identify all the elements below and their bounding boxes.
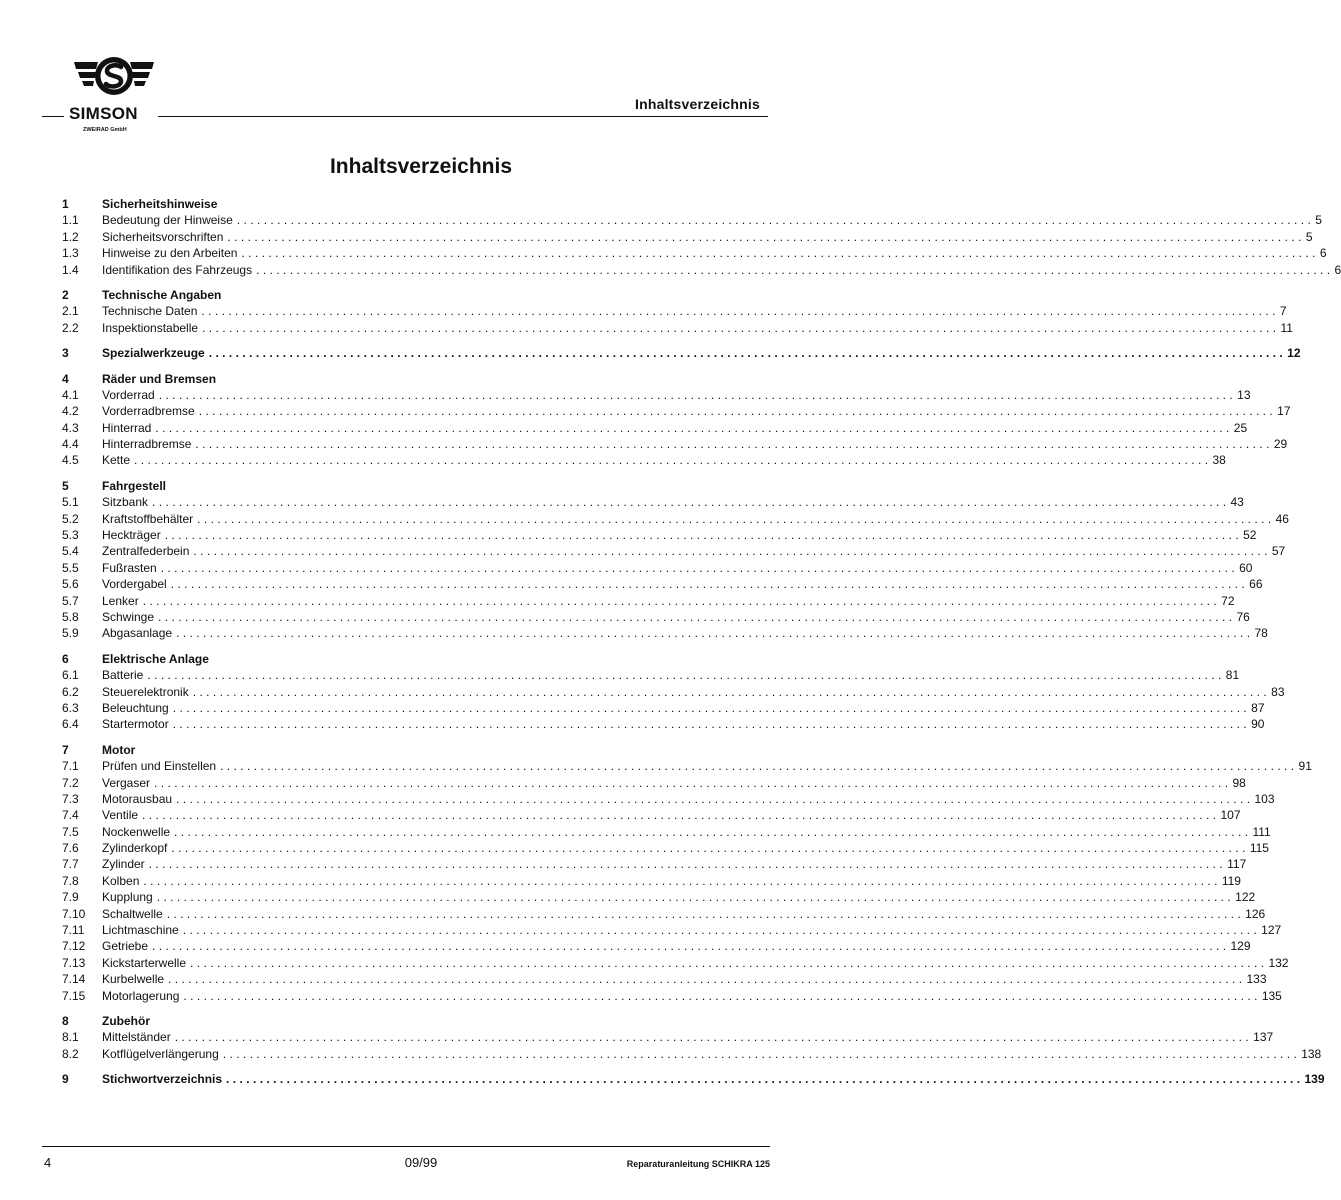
header-rule-left	[42, 116, 64, 117]
toc-entry	[62, 775, 1246, 791]
toc-leader-dots: ................................................................................................................................................................	[170, 577, 1249, 592]
toc-entry	[62, 387, 1251, 403]
toc-leader-dots: ................................................................................................................................................................	[226, 1072, 1304, 1087]
table-of-contents	[62, 196, 1341, 1097]
toc-page-number: 139	[1304, 1072, 1325, 1087]
toc-number: 4.5	[62, 453, 79, 468]
toc-leader-dots: ................................................................................................................................................................	[160, 560, 1239, 575]
toc-leader-dots: ................................................................................................................................................................	[201, 304, 1279, 319]
toc-section	[62, 371, 1291, 469]
toc-title: Hinterradbremse	[102, 437, 192, 452]
toc-title: Stichwortverzeichnis	[102, 1072, 223, 1087]
brand-name: SIMSON	[69, 104, 138, 123]
toc-chapter	[62, 287, 740, 303]
toc-entry	[62, 576, 1263, 592]
toc-number: 6.1	[62, 668, 79, 683]
toc-page-number: 43	[1230, 495, 1244, 510]
toc-title: Sicherheitshinweise	[102, 197, 218, 211]
toc-leader-dots: ................................................................................................................................................................	[241, 246, 1319, 261]
toc-number: 1.1	[62, 213, 79, 228]
toc-section	[62, 1071, 1325, 1087]
toc-leader-dots: ................................................................................................................................................................	[256, 262, 1334, 277]
toc-leader-dots: ................................................................................................................................................................	[197, 511, 1275, 526]
toc-entry	[62, 229, 1313, 245]
toc-page-number: 52	[1243, 528, 1257, 543]
toc-leader-dots: ................................................................................................................................................................	[222, 1046, 1301, 1061]
toc-leader-dots: ................................................................................................................................................................	[174, 1030, 1253, 1045]
toc-title: Hinterrad	[102, 420, 152, 435]
toc-entry	[62, 1029, 1274, 1045]
toc-leader-dots: ................................................................................................................................................................	[202, 320, 1280, 335]
toc-entry	[62, 807, 1241, 823]
toc-entry	[62, 906, 1266, 922]
toc-number: 8	[62, 1013, 69, 1028]
toc-page-number: 126	[1245, 906, 1266, 921]
brand-subtitle: ZWEIRAD GmbH	[83, 127, 127, 133]
toc-number: 8.1	[62, 1030, 79, 1045]
toc-section	[62, 345, 1301, 361]
toc-leader-dots: ................................................................................................................................................................	[172, 700, 1251, 715]
toc-entry	[62, 245, 1327, 261]
toc-entry	[62, 889, 1256, 905]
toc-number: 5.2	[62, 511, 79, 526]
footer-date: 09/99	[404, 1155, 438, 1170]
toc-page-number: 17	[1277, 404, 1291, 419]
toc-entry	[62, 420, 1248, 436]
toc-title: Nockenwelle	[102, 824, 171, 839]
toc-entry	[62, 436, 1288, 452]
toc-title: Startermotor	[102, 717, 169, 732]
toc-section	[62, 651, 1285, 733]
header-rule-right	[158, 116, 768, 117]
toc-title: Bedeutung der Hinweise	[102, 213, 233, 228]
footer-document-title: Reparaturanleitung SCHIKRA 125	[626, 1159, 770, 1169]
toc-number: 8.2	[62, 1046, 79, 1061]
toc-title: Schaltwelle	[102, 906, 163, 921]
toc-entry	[62, 494, 1244, 510]
toc-number: 4.1	[62, 387, 79, 402]
toc-number: 5.9	[62, 626, 79, 641]
toc-number: 7.10	[62, 906, 86, 921]
toc-entry	[62, 684, 1285, 700]
toc-leader-dots: ................................................................................................................................................................	[158, 387, 1237, 402]
toc-title: Beleuchtung	[102, 700, 169, 715]
toc-page-number: 132	[1268, 955, 1289, 970]
toc-entry	[62, 303, 1287, 319]
toc-leader-dots: ................................................................................................................................................................	[236, 213, 1315, 228]
toc-number: 7.12	[62, 939, 86, 954]
toc-leader-dots: ................................................................................................................................................................	[152, 939, 1230, 954]
toc-number: 7.7	[62, 857, 79, 872]
toc-entry	[62, 922, 1282, 938]
toc-entry	[62, 791, 1275, 807]
toc-page-number: 12	[1287, 346, 1301, 361]
toc-leader-dots: ................................................................................................................................................................	[190, 955, 1268, 970]
toc-page-number: 115	[1249, 841, 1269, 856]
toc-section	[62, 742, 1312, 1004]
toc-number: 5.8	[62, 609, 79, 624]
toc-page-number: 138	[1301, 1046, 1322, 1061]
toc-number: 5.6	[62, 577, 79, 592]
toc-page-number: 72	[1221, 593, 1235, 608]
toc-number: 7.14	[62, 972, 86, 987]
toc-number: 7.3	[62, 791, 79, 806]
toc-chapter	[62, 345, 1301, 361]
toc-title: Abgasanlage	[102, 626, 173, 641]
toc-leader-dots: ................................................................................................................................................................	[171, 841, 1249, 856]
toc-title: Zylinderkopf	[102, 841, 168, 856]
toc-title: Getriebe	[102, 939, 149, 954]
simson-logo	[64, 56, 164, 140]
toc-page-number: 5	[1315, 213, 1322, 228]
toc-page-number: 117	[1227, 857, 1247, 872]
toc-chapter	[62, 196, 740, 212]
toc-title: Zentralfederbein	[102, 544, 190, 559]
toc-number: 9	[62, 1072, 69, 1087]
toc-page-number: 127	[1261, 923, 1282, 938]
toc-number: 3	[62, 346, 69, 361]
toc-leader-dots: ................................................................................................................................................................	[193, 544, 1271, 559]
toc-number: 7.4	[62, 808, 79, 823]
toc-entry	[62, 758, 1312, 774]
toc-page-number: 107	[1220, 808, 1241, 823]
toc-title: Vorderradbremse	[102, 404, 195, 419]
toc-leader-dots: ................................................................................................................................................................	[147, 668, 1225, 683]
toc-page-number: 83	[1271, 684, 1285, 699]
toc-page-number: 103	[1254, 791, 1275, 806]
toc-page-number: 81	[1225, 668, 1240, 683]
toc-entry	[62, 527, 1257, 543]
toc-chapter	[62, 1071, 1325, 1087]
toc-title: Elektrische Anlage	[102, 651, 209, 666]
toc-title: Kupplung	[102, 890, 153, 905]
toc-leader-dots: ................................................................................................................................................................	[227, 229, 1305, 244]
toc-entry	[62, 511, 1289, 527]
toc-title: Inspektionstabelle	[102, 320, 199, 335]
toc-title: Schwinge	[102, 609, 155, 624]
toc-page-number: 119	[1221, 873, 1241, 888]
toc-entry	[62, 840, 1269, 856]
toc-entry	[62, 716, 1265, 732]
toc-title: Fußrasten	[102, 560, 157, 575]
toc-entry	[62, 452, 1226, 468]
toc-page-number: 11	[1280, 320, 1293, 335]
toc-number: 7.11	[62, 923, 85, 938]
toc-number: 5.5	[62, 560, 79, 575]
toc-section	[62, 478, 1289, 642]
toc-leader-dots: ................................................................................................................................................................	[155, 420, 1233, 435]
toc-page-number: 6	[1334, 262, 1341, 277]
toc-entry	[62, 625, 1268, 641]
toc-title: Kickstarterwelle	[102, 955, 187, 970]
footer-page-number: 4	[44, 1155, 52, 1170]
toc-number: 5.4	[62, 544, 79, 559]
toc-title: Vordergabel	[102, 577, 167, 592]
toc-number: 2.2	[62, 320, 79, 335]
toc-page-number: 66	[1249, 577, 1263, 592]
toc-number: 7.1	[62, 759, 79, 774]
toc-leader-dots: ................................................................................................................................................................	[142, 808, 1220, 823]
toc-page-number: 29	[1273, 437, 1288, 452]
toc-title: Sitzbank	[102, 495, 149, 510]
toc-chapter	[62, 651, 740, 667]
toc-chapter	[62, 742, 740, 758]
toc-title: Identifikation des Fahrzeugs	[102, 262, 253, 277]
toc-leader-dots: ................................................................................................................................................................	[172, 717, 1251, 732]
toc-number: 7.8	[62, 873, 79, 888]
toc-title: Mittelständer	[102, 1030, 171, 1045]
toc-entry	[62, 609, 1250, 625]
toc-entry	[62, 873, 1241, 889]
toc-chapter	[62, 371, 740, 387]
toc-entry	[62, 988, 1282, 1004]
toc-title: Lenker	[102, 593, 139, 608]
toc-page-number: 135	[1261, 988, 1282, 1003]
page-title: Inhaltsverzeichnis	[329, 155, 513, 178]
toc-title: Kraftstoffbehälter	[102, 511, 194, 526]
toc-leader-dots: ................................................................................................................................................................	[142, 593, 1221, 608]
toc-title: Motorlagerung	[102, 988, 180, 1003]
toc-entry	[62, 320, 1293, 336]
toc-page-number: 133	[1246, 972, 1267, 987]
toc-section	[62, 196, 1341, 278]
toc-page-number: 122	[1235, 890, 1256, 905]
toc-title: Kolben	[102, 873, 140, 888]
toc-page-number: 129	[1230, 939, 1251, 954]
toc-entry	[62, 543, 1286, 559]
toc-leader-dots: ................................................................................................................................................................	[195, 437, 1273, 452]
toc-title: Vergaser	[102, 775, 151, 790]
toc-leader-dots: ................................................................................................................................................................	[158, 609, 1236, 624]
toc-title: Steuerelektronik	[102, 684, 189, 699]
toc-title: Motor	[102, 742, 136, 757]
toc-entry	[62, 700, 1265, 716]
toc-leader-dots: ................................................................................................................................................................	[192, 684, 1271, 699]
toc-title: Heckträger	[102, 528, 161, 543]
toc-leader-dots: ................................................................................................................................................................	[176, 791, 1254, 806]
toc-page-number: 57	[1271, 544, 1286, 559]
toc-title: Technische Daten	[102, 304, 198, 319]
toc-title: Kurbelwelle	[102, 972, 165, 987]
toc-page-number: 60	[1239, 560, 1253, 575]
toc-page-number: 137	[1253, 1030, 1274, 1045]
toc-page-number: 5	[1305, 229, 1313, 244]
toc-title: Kette	[102, 453, 131, 468]
toc-leader-dots: ................................................................................................................................................................	[143, 873, 1221, 888]
header-section-title: Inhaltsverzeichnis	[635, 96, 760, 112]
toc-number: 5.3	[62, 528, 79, 543]
toc-title: Zubehör	[102, 1013, 150, 1028]
toc-entry	[62, 262, 1341, 278]
toc-number: 1	[62, 197, 69, 211]
toc-entry	[62, 593, 1235, 609]
toc-number: 1.2	[62, 229, 79, 244]
toc-number: 6	[62, 651, 69, 666]
toc-leader-dots: ................................................................................................................................................................	[198, 404, 1277, 419]
toc-title: Kotflügelverlängerung	[102, 1046, 219, 1061]
toc-number: 5.1	[62, 495, 79, 510]
toc-page-number: 25	[1233, 420, 1248, 435]
toc-number: 1.4	[62, 262, 79, 277]
toc-number: 7.9	[62, 890, 79, 905]
toc-number: 5	[62, 478, 69, 493]
toc-title: Fahrgestell	[102, 478, 167, 493]
toc-title: Prüfen und Einstellen	[102, 759, 217, 774]
footer-rule	[42, 1146, 770, 1147]
toc-number: 4.3	[62, 420, 79, 435]
toc-entry	[62, 667, 1240, 683]
toc-title: Spezialwerkzeuge	[102, 346, 205, 361]
toc-number: 2.1	[62, 304, 79, 319]
toc-title: Ventile	[102, 808, 139, 823]
simson-emblem-icon	[74, 56, 154, 104]
toc-number: 7.15	[62, 988, 86, 1003]
toc-leader-dots: ................................................................................................................................................................	[208, 346, 1287, 361]
toc-leader-dots: ................................................................................................................................................................	[154, 775, 1232, 790]
toc-page-number: 78	[1254, 626, 1268, 641]
toc-title: Hinweise zu den Arbeiten	[102, 246, 238, 261]
toc-leader-dots: ................................................................................................................................................................	[220, 759, 1298, 774]
toc-number: 6.3	[62, 700, 79, 715]
toc-entry	[62, 971, 1267, 987]
toc-page-number: 98	[1232, 775, 1246, 790]
toc-leader-dots: ................................................................................................................................................................	[182, 923, 1261, 938]
toc-number: 4.2	[62, 404, 79, 419]
toc-number: 7.6	[62, 841, 79, 856]
toc-page-number: 13	[1237, 387, 1251, 402]
toc-number: 7.5	[62, 824, 79, 839]
toc-number: 7	[62, 742, 69, 757]
toc-entry	[62, 938, 1251, 954]
toc-title: Lichtmaschine	[102, 923, 179, 938]
toc-chapter	[62, 478, 740, 494]
toc-entry	[62, 560, 1253, 576]
toc-chapter	[62, 1013, 740, 1029]
toc-page-number: 76	[1236, 609, 1250, 624]
toc-number: 6.2	[62, 684, 79, 699]
toc-entry	[62, 856, 1247, 872]
toc-page-number: 91	[1298, 759, 1312, 774]
toc-number: 7.13	[62, 955, 86, 970]
toc-leader-dots: ................................................................................................................................................................	[164, 528, 1243, 543]
toc-number: 2	[62, 287, 69, 302]
toc-page-number: 38	[1212, 453, 1226, 468]
toc-entry	[62, 212, 1322, 228]
toc-leader-dots: ................................................................................................................................................................	[148, 857, 1227, 872]
toc-leader-dots: ................................................................................................................................................................	[168, 972, 1246, 987]
toc-page-number: 46	[1275, 511, 1289, 526]
toc-leader-dots: ................................................................................................................................................................	[156, 890, 1235, 905]
toc-leader-dots: ................................................................................................................................................................	[176, 626, 1254, 641]
toc-page-number: 90	[1251, 717, 1265, 732]
toc-page-number: 7	[1279, 304, 1287, 319]
toc-section	[62, 1013, 1322, 1062]
toc-leader-dots: ................................................................................................................................................................	[166, 906, 1245, 921]
toc-leader-dots: ................................................................................................................................................................	[183, 988, 1261, 1003]
toc-page-number: 111	[1252, 824, 1271, 839]
toc-number: 6.4	[62, 717, 79, 732]
toc-leader-dots: ................................................................................................................................................................	[152, 495, 1230, 510]
toc-title: Motorausbau	[102, 791, 173, 806]
toc-number: 5.7	[62, 593, 79, 608]
toc-leader-dots: ................................................................................................................................................................	[174, 824, 1252, 839]
toc-number: 1.3	[62, 246, 79, 261]
toc-leader-dots: ................................................................................................................................................................	[134, 453, 1212, 468]
toc-entry	[62, 1046, 1322, 1062]
toc-title: Technische Angaben	[102, 287, 222, 302]
toc-number: 7.2	[62, 775, 79, 790]
toc-entry	[62, 824, 1271, 840]
toc-title: Batterie	[102, 668, 144, 683]
toc-title: Sicherheitsvorschriften	[102, 229, 224, 244]
toc-entry	[62, 955, 1289, 971]
toc-section	[62, 287, 1293, 336]
toc-title: Vorderrad	[102, 387, 155, 402]
toc-entry	[62, 403, 1291, 419]
toc-page-number: 6	[1319, 246, 1327, 261]
toc-page-number: 87	[1251, 700, 1265, 715]
toc-title: Zylinder	[102, 857, 145, 872]
toc-number: 4.4	[62, 437, 79, 452]
toc-number: 4	[62, 371, 69, 386]
toc-title: Räder und Bremsen	[102, 371, 217, 386]
